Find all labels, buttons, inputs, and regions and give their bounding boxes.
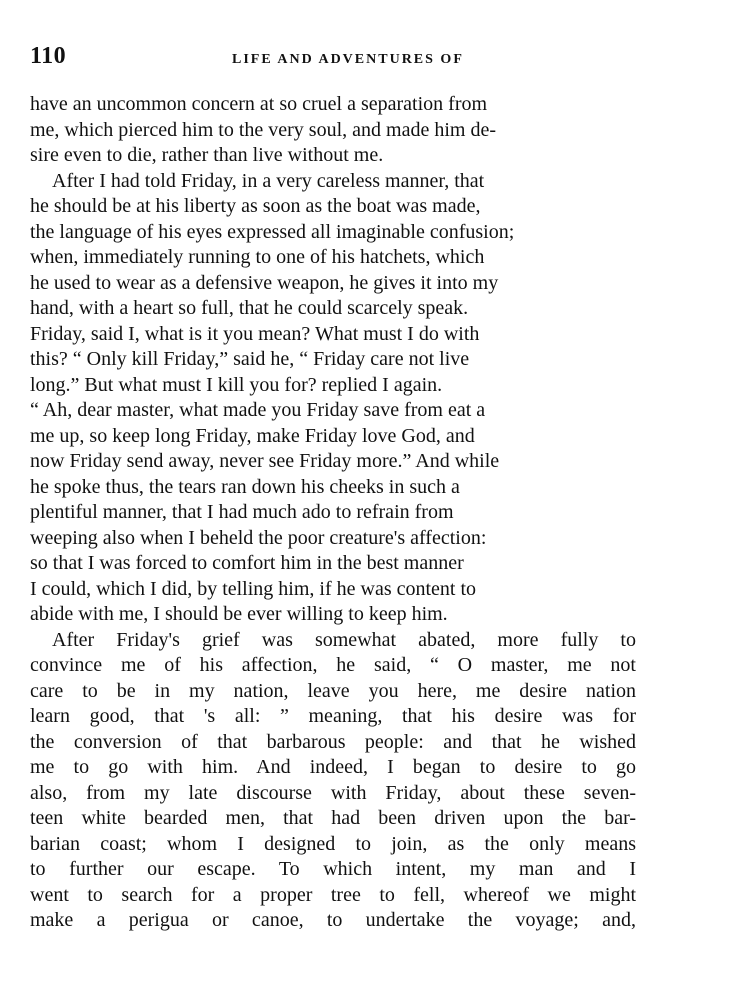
- paragraph-friday-farewell: After I had told Friday, in a very careless manner, that he should be at his liberty as soon as the boat was made, the language of his eyes expressed all imaginable confusion; when, immediately running to one of his hatchets, which he used to wear as a defensive weapon, he gives it into my hand, with a heart so full, that he could scarcely speak. Friday, said I, what is it you mean? What must I do with this? “ Only kill Friday,” said he, “ Friday care not live long.” But what must I kill you for? replied I again. “ Ah, dear master, what made you Friday save from eat a me up, so keep long Friday, make Friday love God, and now Friday send away, never see Friday more.” And while he spoke thus, the tears ran down his cheeks in such a plentiful manner, that I had much ado to refrain from weeping also when I beheld the poor creature's affection: so that I was forced to comfort him in the best manner I could, which I did, by telling him, if he was content to abide with me, I should be ever willing to keep him.: [30, 169, 515, 625]
- paragraph-continuation: have an uncommon concern at so cruel a separation from me, which pierced him to the very soul, and made him de- sire even to die, rather than live without me.: [30, 93, 496, 166]
- running-head: LIFE AND ADVENTURES OF: [232, 52, 464, 67]
- paragraph-friday-grief: After Friday's grief was somewhat abated, more fully to convince me of his affection, he said, “ O master, me not care to be in my nation, leave you here, me desire nation learn good, that 's all: ” meaning, that his desire was for the conversion of that barbarous people: and that he wished me to go with him. And indeed, I began to desire to go also, from my late discourse with Friday, about these seven- teen white bearded men, that had been driven upon the bar- barian coast; whom I designed to join, as the only means to further our escape. To which intent, my man and I went to search for a proper tree to fell, whereof we might make a perigua or canoe, to undertake the voyage; and,: [30, 628, 636, 931]
- page-header: [30, 43, 650, 73]
- page-number: 110: [30, 43, 67, 69]
- body-text: [30, 92, 636, 934]
